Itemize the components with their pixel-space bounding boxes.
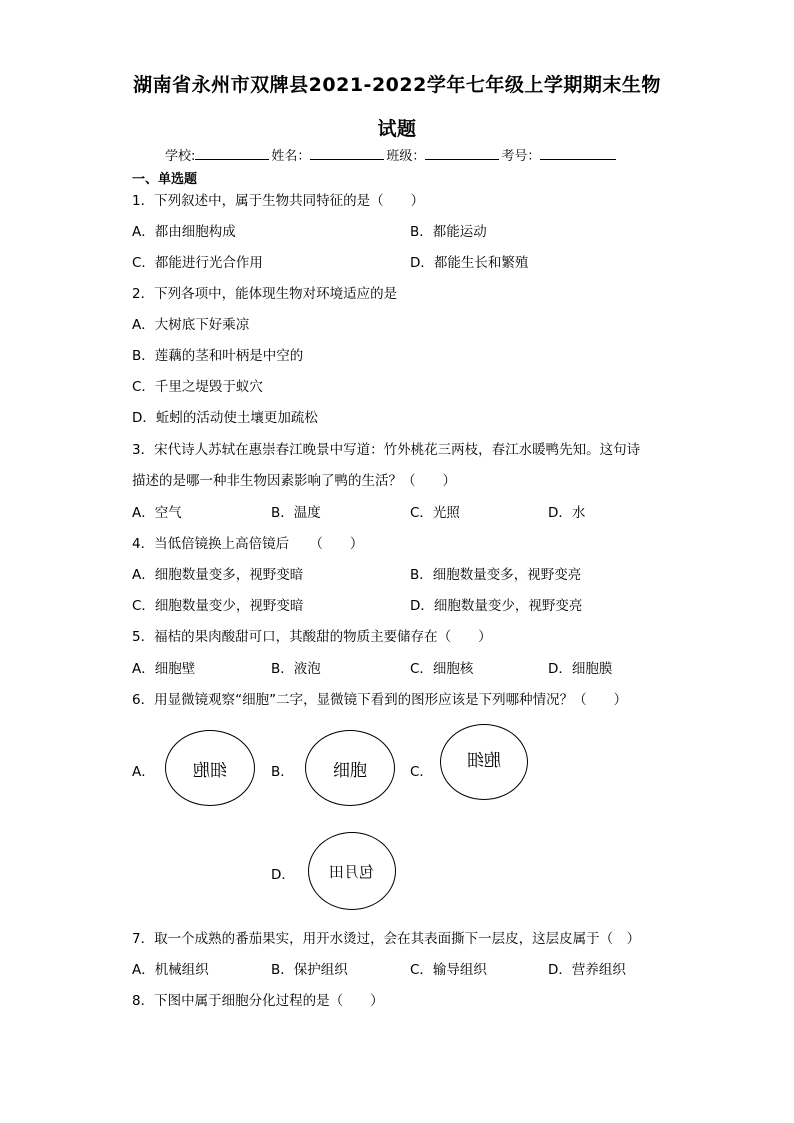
question-6-option-c-figure[interactable] [440,724,528,800]
question-4-option-c[interactable]: C．细胞数量变少，视野变暗 [132,598,304,614]
question-6-option-c-label[interactable]: C． [410,764,433,780]
question-2-option-a[interactable]: A．大树底下好乘凉 [132,317,250,333]
question-2-stem: 2．下列各项中，能体现生物对环境适应的是 [132,286,398,302]
question-3-option-d[interactable]: D．水 [548,505,586,521]
question-3-stem-continued: 描述的是哪一种非生物因素影响了鸭的生活？（ ） [132,473,456,489]
question-6-option-d-label[interactable]: D． [271,867,295,883]
question-7-option-b[interactable]: B．保护组织 [271,962,348,978]
question-7-option-a[interactable]: A．机械组织 [132,962,209,978]
question-4-option-b[interactable]: B．细胞数量变多，视野变亮 [410,567,582,583]
question-6-stem: 6．用显微镜观察“细胞”二字，显微镜下看到的图形应该是下列哪种情况？（ ） [132,692,628,708]
question-6-option-b-figure[interactable] [305,730,395,806]
question-6-option-a-figure[interactable] [165,730,255,806]
question-3-option-b[interactable]: B．温度 [271,505,321,521]
question-5-option-c[interactable]: C．细胞核 [410,661,474,677]
section-heading: 一、单选题 [132,172,198,187]
question-1-stem: 1．下列叙述中，属于生物共同特征的是（ ） [132,193,425,209]
question-6-option-d-text: 包月田 [329,862,375,881]
school-blank[interactable] [195,147,269,160]
school-label: 学校: [165,149,196,164]
question-6-option-a-label[interactable]: A． [132,764,155,780]
question-4-stem: 4．当低倍镜换上高倍镜后 （ ） [132,536,364,552]
question-7-stem: 7．取一个成熟的番茄果实，用开水烫过，会在其表面撕下一层皮，这层皮属于（ ） [132,931,641,947]
question-1-option-d[interactable]: D．都能生长和繁殖 [410,255,529,271]
question-7-option-c[interactable]: C．输导组织 [410,962,487,978]
question-1-option-a[interactable]: A．都由细胞构成 [132,224,236,240]
question-6-option-b-label[interactable]: B． [271,764,294,780]
exam-no-blank[interactable] [540,147,616,160]
question-5-stem: 5．福桔的果肉酸甜可口，其酸甜的物质主要储存在（ ） [132,629,492,645]
question-8-stem: 8．下图中属于细胞分化过程的是（ ） [132,993,384,1009]
question-1-option-c[interactable]: C．都能进行光合作用 [132,255,263,271]
question-3-stem: 3．宋代诗人苏轼在惠崇春江晚景中写道：竹外桃花三两枝，春江水暖鸭先知。这句诗 [132,442,641,458]
question-6-option-a-text: 细胞 [193,760,227,781]
question-6-option-b-text: 细胞 [333,760,367,781]
exam-no-label: 考号： [501,149,541,164]
question-4-option-a[interactable]: A．细胞数量变多，视野变暗 [132,567,304,583]
student-info-row [165,145,618,164]
question-5-option-d[interactable]: D．细胞膜 [548,661,613,677]
question-5-option-b[interactable]: B．液泡 [271,661,321,677]
question-1-option-b[interactable]: B．都能运动 [410,224,487,240]
question-6-option-c-text: 胞细 [467,750,501,771]
question-3-option-c[interactable]: C．光照 [410,505,460,521]
name-label: 姓名： [271,149,311,164]
question-4-option-d[interactable]: D．细胞数量变少，视野变亮 [410,598,583,614]
question-2-option-b[interactable]: B．莲藕的茎和叶柄是中空的 [132,348,304,364]
page-title: 湖南省永州市双牌县2021-2022学年七年级上学期期末生物 [133,74,661,96]
question-5-option-a[interactable]: A．细胞壁 [132,661,196,677]
question-6-option-d-figure[interactable] [308,832,396,910]
name-blank[interactable] [310,147,384,160]
class-blank[interactable] [425,147,499,160]
question-2-option-c[interactable]: C．千里之堤毁于蚁穴 [132,379,263,395]
question-2-option-d[interactable]: D．蚯蚓的活动使土壤更加疏松 [132,410,318,426]
question-7-option-d[interactable]: D．营养组织 [548,962,626,978]
page-title-continued: 试题 [377,118,417,140]
class-label: 班级： [386,149,426,164]
question-3-option-a[interactable]: A．空气 [132,505,182,521]
